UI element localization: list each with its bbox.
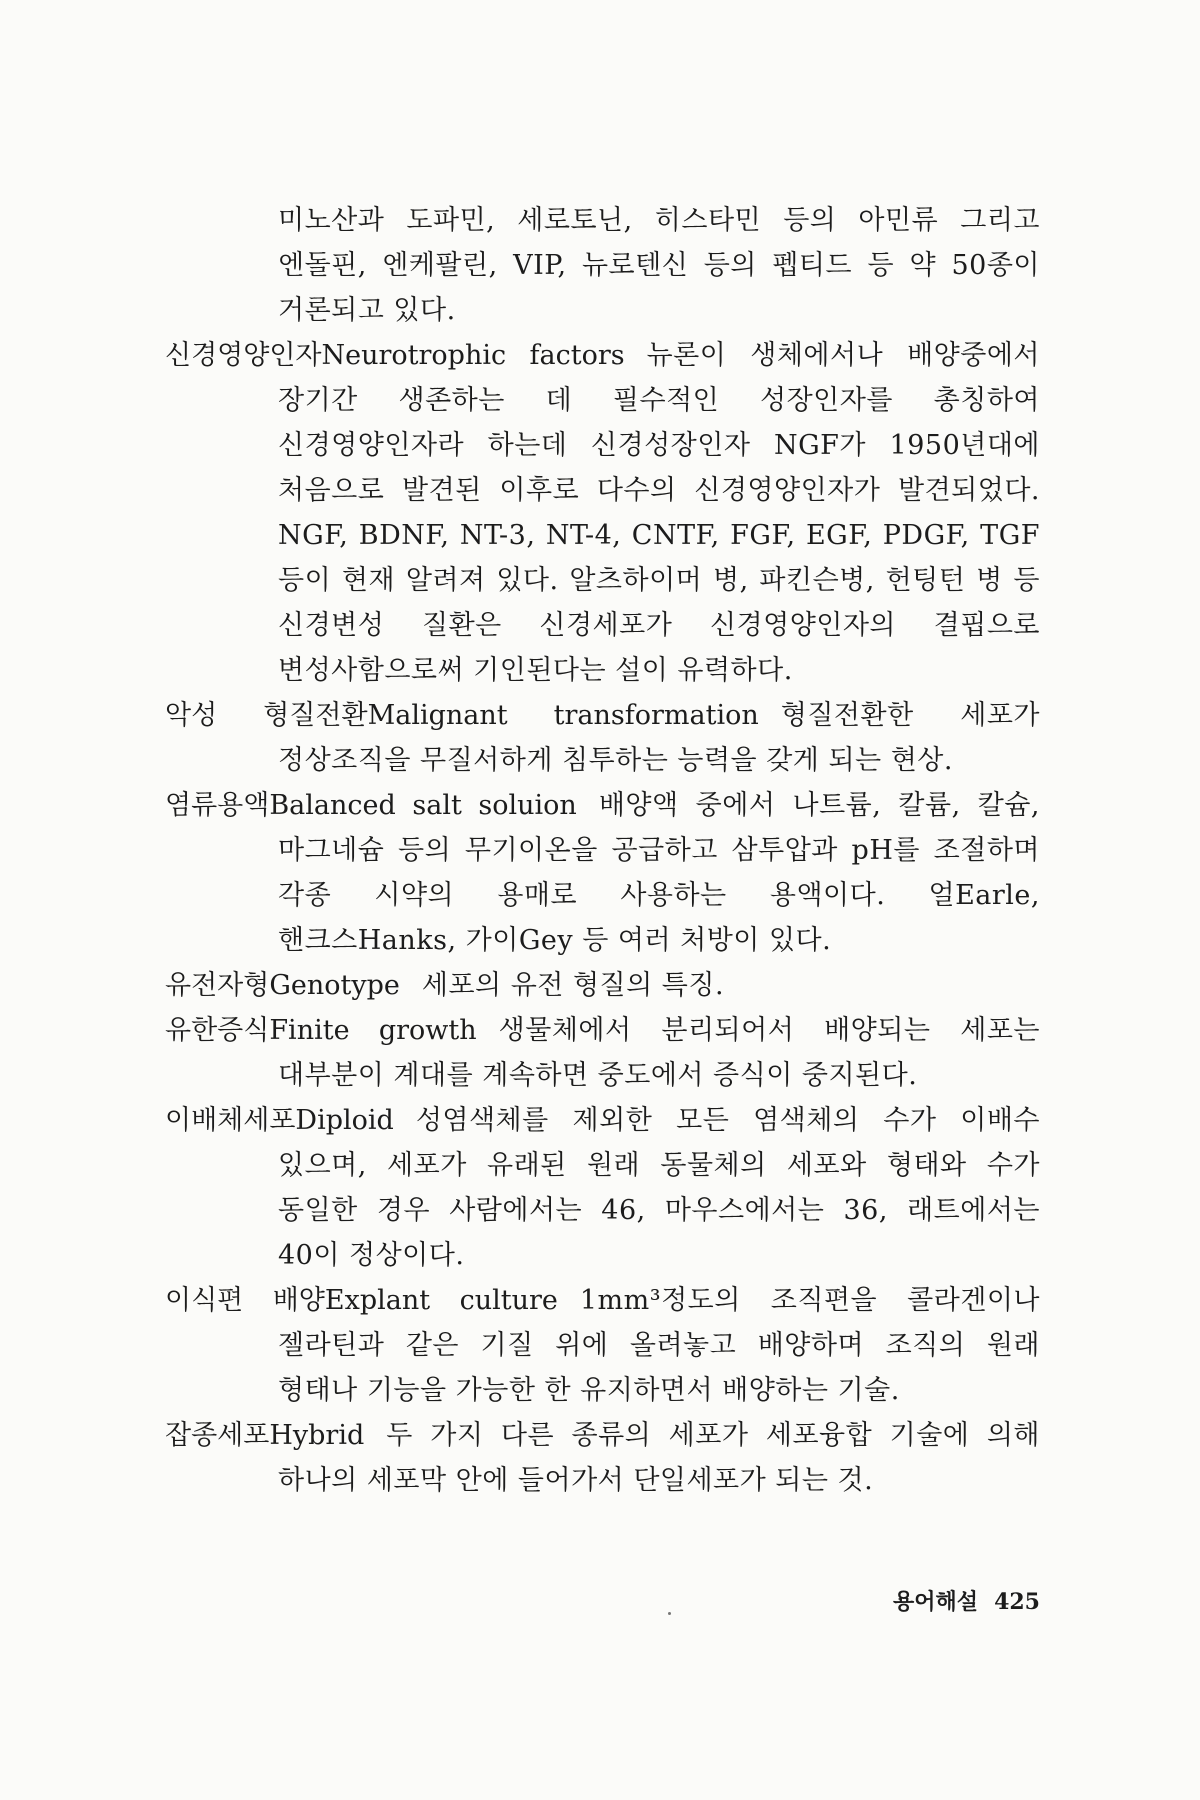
glossary-entry-malignant-transformation <box>165 693 1040 783</box>
glossary-entry-continuation <box>165 198 1040 333</box>
entry-term-korean: 잡종세포 <box>165 1420 270 1451</box>
entry-definition: 세포의 유전 형질의 특징. <box>421 970 725 1001</box>
glossary-entry-finite-growth <box>165 1008 1040 1098</box>
entry-definition: 1mm³정도의 조직편을 콜라겐이나 젤라틴과 같은 기질 위에 올려놓고 배양하며 조직의 원래 형태나 기능을 가능한 한 유지하면서 배양하는 기술. <box>278 1285 1041 1406</box>
page-footer <box>800 1585 1040 1616</box>
entry-definition: 두 가지 다른 종류의 세포가 세포융합 기술에 의해 하나의 세포막 안에 들어가서 단일세포가 되는 것. <box>278 1420 1040 1496</box>
entry-term-english: Balanced salt soluion <box>269 790 577 821</box>
entry-term-korean: 유한증식 <box>165 1015 270 1046</box>
entry-term-korean: 염류용액 <box>165 790 270 821</box>
entry-term-korean: 이배체세포 <box>165 1105 296 1136</box>
entry-term-english: Finite growth <box>269 1015 477 1046</box>
entry-term-korean: 이식편 배양 <box>165 1285 325 1316</box>
glossary-entry-genotype <box>165 963 1040 1008</box>
glossary-entry-diploid <box>165 1098 1040 1278</box>
page-number: 425 <box>994 1589 1040 1615</box>
entry-term-english: Hybrid <box>269 1420 365 1451</box>
glossary-list <box>165 198 1040 1503</box>
entry-definition: 배양액 중에서 나트륨, 칼륨, 칼슘, 마그네슘 등의 무기이온을 공급하고 삼투압과 pH를 조절하며 각종 시약의 용매로 사용하는 용액이다. 얼Earle, 핸크스Hanks, 가이Gey 등 여러 처방이 있다. <box>278 790 1040 956</box>
entry-definition: 생물체에서 분리되어서 배양되는 세포는 대부분이 계대를 계속하면 중도에서 증식이 중지된다. <box>278 1015 1040 1091</box>
entry-term-english: Neurotrophic factors <box>321 340 625 371</box>
entry-term-english: Malignant transformation <box>367 700 759 731</box>
entry-definition: 성염색체를 제외한 모든 염색체의 수가 이배수 있으며, 세포가 유래된 원래 동물체의 세포와 형태와 수가 동일한 경우 사람에서는 46, 마우스에서는 36, 래트에서는 40이 정상이다. <box>278 1105 1040 1271</box>
entry-term-korean: 유전자형 <box>165 970 270 1001</box>
entry-definition: 미노산과 도파민, 세로토닌, 히스타민 등의 아민류 그리고 엔돌핀, 엔케팔린, VIP, 뉴로텐신 등의 펩티드 등 약 50종이 거론되고 있다. <box>278 205 1040 326</box>
print-speck <box>668 1612 671 1615</box>
glossary-entry-explant-culture <box>165 1278 1040 1413</box>
entry-term-english: Diploid <box>295 1105 394 1136</box>
entry-term-english: Genotype <box>269 970 400 1001</box>
footer-section-label: 용어해설 <box>893 1589 979 1615</box>
glossary-entry-balanced-salt-solution <box>165 783 1040 963</box>
glossary-entry-neurotrophic-factors <box>165 333 1040 693</box>
glossary-entry-hybrid <box>165 1413 1040 1503</box>
entry-term-korean: 악성 형질전환 <box>165 700 368 731</box>
entry-definition: 뉴론이 생체에서나 배양중에서 장기간 생존하는 데 필수적인 성장인자를 총칭하여 신경영양인자라 하는데 신경성장인자 NGF가 1950년대에 처음으로 발견된 이후로 다수의 신경영양인자가 발견되었다. NGF, BDNF, NT-3, NT-4, CNTF, FGF, EGF, PDGF, TGF 등이 현재 알려져 있다. 알츠하이머 병, 파킨슨병, 헌팅턴 병 등 신경변성 질환은 신경세포가 신경영양인자의 결핍으로 변성사함으로써 기인된다는 설이 유력하다. <box>278 340 1040 686</box>
entry-definition: 형질전환한 세포가 정상조직을 무질서하게 침투하는 능력을 갖게 되는 현상. <box>278 700 1040 776</box>
entry-term-english: Explant culture <box>324 1285 558 1316</box>
entry-term-korean: 신경영양인자 <box>165 340 322 371</box>
